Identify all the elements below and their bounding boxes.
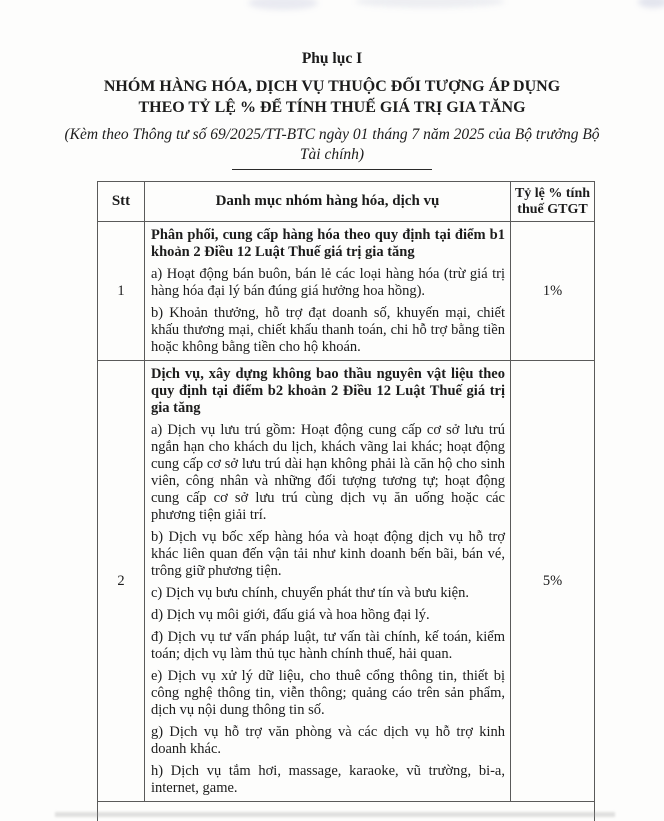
row-item: a) Hoạt động bán buôn, bán lẻ các loại hàng hóa (trừ giá trị hàng hóa đại lý bán đúng giá hưởng hoa hồng).	[151, 266, 505, 299]
scan-artifact	[248, 0, 318, 10]
document-title-line1: NHÓM HÀNG HÓA, DỊCH VỤ THUỘC ĐỐI TƯỢNG ÁP DỤNG	[103, 78, 561, 95]
table-header-row	[98, 182, 594, 222]
row-number: 2	[98, 361, 145, 801]
row-item: g) Dịch vụ hỗ trợ văn phòng và các dịch vụ hỗ trợ kinh doanh khác.	[151, 724, 505, 757]
scan-artifact	[638, 0, 664, 8]
row-item: e) Dịch vụ xử lý dữ liệu, cho thuê cổng thông tin, thiết bị công nghệ thông tin, viễn thông; quảng cáo trên sản phẩm, dịch vụ nội dung thông tin số.	[151, 668, 505, 718]
table-body	[98, 222, 594, 802]
row-item: h) Dịch vụ tắm hơi, massage, karaoke, vũ trường, bi-a, internet, game.	[151, 763, 505, 796]
scan-artifact	[355, 0, 505, 8]
vat-rate-table	[97, 181, 595, 821]
row-item: a) Dịch vụ lưu trú gồm: Hoạt động cung cấp cơ sở lưu trú ngắn hạn cho khách du lịch, khách vãng lai khác; hoạt động cung cấp cơ sở lưu trú dài hạn không phải là căn hộ cho sinh viên, công nhân và những đối tượng tương tự; hoạt động cung cấp cơ sở lưu trú cùng dịch vụ ăn uống hoặc các phương tiện giải trí.	[151, 422, 505, 523]
column-header-rate: Tỷ lệ % tính thuế GTGT	[514, 185, 591, 217]
row-content	[145, 222, 511, 360]
row-item: c) Dịch vụ bưu chính, chuyển phát thư tín và bưu kiện.	[151, 585, 469, 601]
row-item: d) Dịch vụ môi giới, đấu giá và hoa hồng đại lý.	[151, 607, 430, 623]
appendix-title: Phụ lục I	[301, 50, 363, 67]
table-row	[98, 222, 594, 361]
table-row	[98, 361, 594, 802]
document-title-line2: THEO TỶ LỆ % ĐỂ TÍNH THUẾ GIÁ TRỊ GIA TĂNG	[138, 98, 526, 116]
row-item: đ) Dịch vụ tư vấn pháp luật, tư vấn tài chính, kế toán, kiểm toán; dịch vụ làm thủ tục hành chính thuế, hải quan.	[151, 629, 505, 662]
header-divider	[232, 169, 432, 170]
document-subtitle: (Kèm theo Thông tư số 69/2025/TT-BTC ngày 01 tháng 7 năm 2025 của Bộ trưởng Bộ Tài chính)	[64, 126, 600, 163]
row-heading: Phân phối, cung cấp hàng hóa theo quy định tại điểm b1 khoản 2 Điều 12 Luật Thuế giá trị gia tăng	[151, 227, 505, 260]
document-header	[0, 50, 664, 170]
row-rate: 1%	[542, 282, 563, 299]
column-header-category: Danh mục nhóm hàng hóa, dịch vụ	[145, 182, 511, 221]
row-item: b) Dịch vụ bốc xếp hàng hóa và hoạt động dịch vụ hỗ trợ khác liên quan đến vận tải như kinh doanh bến bãi, bán vé, trông giữ phương tiện.	[151, 529, 505, 579]
row-item: b) Khoản thưởng, hỗ trợ đạt doanh số, khuyến mại, chiết khấu thương mại, chiết khấu thanh toán, chi hỗ trợ bằng tiền hoặc không bằng tiền cho hộ khoán.	[151, 305, 505, 355]
column-header-stt: Stt	[98, 182, 145, 221]
row-heading: Dịch vụ, xây dựng không bao thầu nguyên vật liệu theo quy định tại điểm b2 khoản 2 Điều 12 Luật Thuế giá trị gia tăng	[151, 366, 505, 416]
row-rate: 5%	[542, 572, 563, 589]
row-content	[145, 361, 511, 801]
document-title	[0, 77, 664, 118]
scan-artifact	[55, 812, 615, 817]
row-number: 1	[98, 222, 145, 360]
